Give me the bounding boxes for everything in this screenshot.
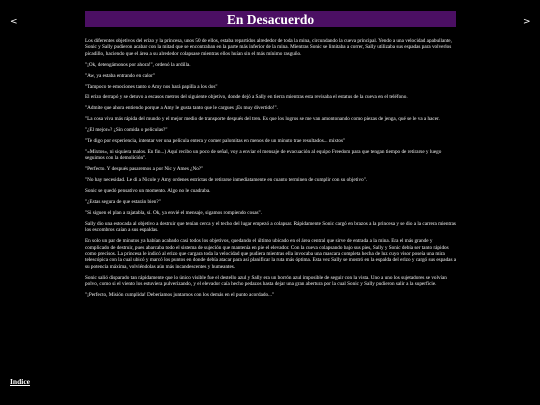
paragraph: "La cosa viva más rápida del mundo y el mejor medio de transporte después del tren. Es que los logros se me van amontonando como piezas de jenga, qué se le va a hacer. [85, 116, 440, 123]
paragraph: "Tampoco te emociones tanto o Amy nos hará papilla a los dos" [85, 83, 218, 90]
paragraph: "Si siguen el plan a rajatabla, sí. Ok, ya envié el mensaje, sigamos rompiendo cosas". [85, 210, 262, 217]
paragraph: Sonic salió disparado tan rápidamente que lo único visible fue el destello azul y Sally era un borrón azul imposible de seguir con la vista. Uno a uno los sujetadores se volvían polvo, como si el viento los estuviera pulverizando, y el elevador caía hecho pedazos hasta dejar una gran abertura por la cual Sonic y Sally pudieron salir a la superficie. [85, 274, 447, 288]
paragraph: "Aw, ya estaba entrando en calor" [85, 72, 155, 79]
paragraph: "¿El mejor»? ¿Sin comida o películas?" [85, 127, 168, 134]
previous-page-arrow[interactable]: < [10, 17, 18, 27]
story-text [85, 38, 457, 303]
paragraph: "Te digo por experiencia, intentar ver una película entera y comer palomitas en menos de un minuto trae resultados... mixtos" [85, 138, 346, 145]
paragraph: El erizo derrapó y se detuvo a escasos metros del siguiente objetivo, donde dejó a Sally en tierra mientras esta revisaba el estatus de la cueva en el teléfono. [85, 94, 408, 101]
paragraph: "Admite que ahora entiendo porque a Amy le gusta tanto que le cargues ¡Es muy divertido!". [85, 105, 278, 112]
paragraph: "¿Estas segura de que estarán bien?" [85, 199, 161, 206]
paragraph: Sally dio una estocada al objetivo a destruir que tenían cerca y el techo del lugar empezó a colapsar. Rápidamente Sonic cargó en brazos a la princesa y se dio a la carrera mientras los escombros caían a sus espaldas. [85, 221, 456, 234]
paragraph: "¡Ok, detengámonos por ahora!", ordenó la ardilla. [85, 61, 191, 68]
paragraph: "«Mixtos», ni siquiera malos. En fin...) Aquí recibo un poco de señal, voy a enviar el mensaje de evacuación al equipo Freedom para que tengan tiempo de retirarse y luego seguimos con la demolición". [85, 149, 442, 162]
paragraph: Los diferentes objetivos del erizo y la princesa, unos 50 de ellos, estaba repartidos alrededor de toda la mina, circundando la cueva principal. Yendo a una velocidad apabullante, Sonic y Sally pudieron acabar con la mitad que se encontraban en la parte más inferior de la mina. Mientras Sonic se limitaba a correr, Sally utilizaba sus espadas para volverlos picadillo, haciendo que el área a su alrededor colapsase mientras ellos huían sin el más mínimo rasguño. [85, 38, 452, 57]
paragraph: En solo un par de minutos ya habían acabado casi todos los objetivos, quedando el último ubicado en el área central que sirve de entrada a la mina. Era el más grande y complicado de destruir, pues abarcaba todo el sistema de sujeción que mantenía en pie el elevador. Con la cueva colapsando bajo sus pies, Sally y Sonic debía ser tanto rápidos como precisos. La princesa le indicó al erizo que cargara toda la velocidad que pudiera mientras ella invocaba una mascara completa hecha de luz cuyo visor poseía una mira telescópica con la cual ubicó y marcó los puntos en donde debía atacar para así planificar la ruta más óptima. Esta vez Sally se mostró en la espalda del erizo y cargó sus espadas a su potencia máxima, volviéndolas aún más incandescentes y humeantes. [85, 238, 457, 270]
paragraph: "Perfecto. Y después pasaremos a por Nic y Ames ¿No?" [85, 166, 204, 173]
paragraph: Sonic se quedó pensativo un momento. Algo no le cuadraba. [85, 188, 211, 195]
paragraph: "¡Perfecto, Misión cumplida! Deberíamos juntarnos con los demás en el punto acordado..." [85, 291, 275, 298]
index-link[interactable]: Indice [10, 377, 31, 386]
next-page-arrow[interactable]: > [523, 17, 531, 27]
paragraph: "No hay necesidad. Le di a Nicole y Amy ordenes estrictas de retirarse inmediatamente en cuanto terminen de cumplir con su objetivo". [85, 177, 368, 184]
chapter-title: En Desacuerdo [85, 11, 456, 27]
